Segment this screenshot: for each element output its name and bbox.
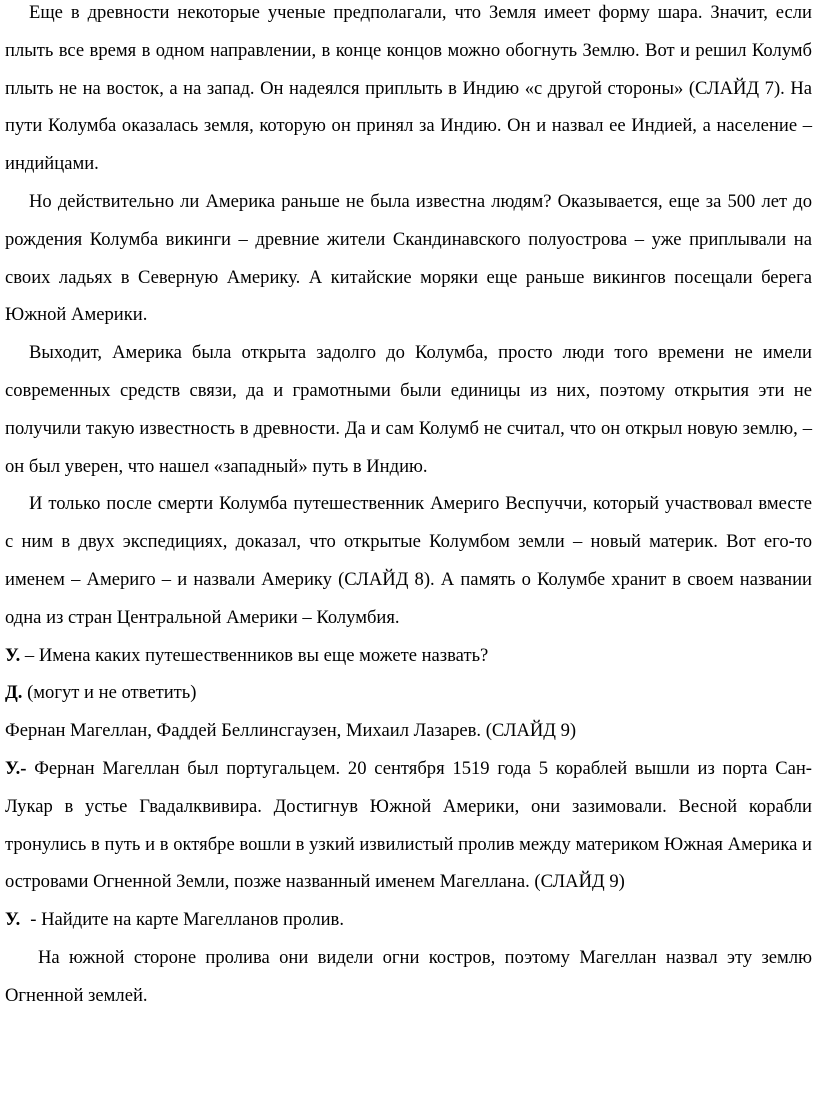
dialogue-teacher-magellan [5, 750, 812, 901]
dialogue-text: - Найдите на карте Магелланов пролив. [30, 909, 344, 931]
paragraph-tierra-del-fuego: На южной стороне пролива они видели огни костров, поэтому Магеллан назвал эту землю Огненной землей. [5, 946, 812, 1006]
speaker-label: Д. [5, 682, 23, 704]
dialogue-text: – Имена каких путешественников вы еще можете назвать? [20, 644, 489, 666]
speaker-label: У. [5, 909, 21, 931]
paragraph-amerigo-vespucci: И только после смерти Колумба путешественник Америго Веспуччи, который участвовал вместе с ним в двух экспедициях, доказал, что открытые Колумбом земли – новый материк. Вот его-то именем – Америго – и назвали Америку (СЛАЙД 8). А память о Колумбе хранит в своем названии одна из стран Центральной Америки – Колумбия. [5, 493, 812, 628]
speaker-label: У. [5, 644, 21, 666]
dialogue-children-answer [5, 674, 812, 712]
dialogue-text: (могут и не ответить) [22, 682, 197, 704]
travelers-list: Фернан Магеллан, Фаддей Беллинсгаузен, Михаил Лазарев. (СЛАЙД 9) [5, 720, 577, 742]
speaker-label: У.- [5, 757, 27, 779]
dialogue-text: Фернан Магеллан был португальцем. 20 сентября 1519 года 5 кораблей вышли из порта Сан-Лукар в устье Гвадалквивира. Достигнув Южной Америки, они зазимовали. Весной корабли тронулись в путь и в октябре вошли в узкий извилистый пролив между материком Южная Америка и островами Огненной Земли, позже названный именем Магеллана. (СЛАЙД 9) [5, 757, 812, 893]
dialogue-teacher-task [5, 901, 812, 939]
paragraph-columbus-west: Еще в древности некоторые ученые предполагали, что Земля имеет форму шара. Значит, если плыть все время в одном направлении, в конце концов можно обогнуть Землю. Вот и решил Колумб плыть не на восток, а на запад. Он надеялся приплыть в Индию «с другой стороны» (СЛАЙД 7). На пути Колумба оказалась земля, которую он принял за Индию. Он и назвал ее Индией, а население – индийцами. [5, 2, 812, 175]
dialogue-teacher-question [5, 637, 812, 675]
paragraph-america-discovered: Выходит, Америка была открыта задолго до Колумба, просто люди того времени не имели современных средств связи, да и грамотными были единицы из них, поэтому открытия эти не получили такую известность в древности. Да и сам Колумб не считал, что он открыл новую землю, – он был уверен, что нашел «западный» путь в Индию. [5, 342, 812, 477]
paragraph-vikings: Но действительно ли Америка раньше не была известна людям? Оказывается, еще за 500 лет до рождения Колумба викинги – древние жители Скандинавского полуострова – уже приплывали на своих ладьях в Северную Америку. А китайские моряки еще раньше викингов посещали берега Южной Америки. [5, 190, 812, 326]
